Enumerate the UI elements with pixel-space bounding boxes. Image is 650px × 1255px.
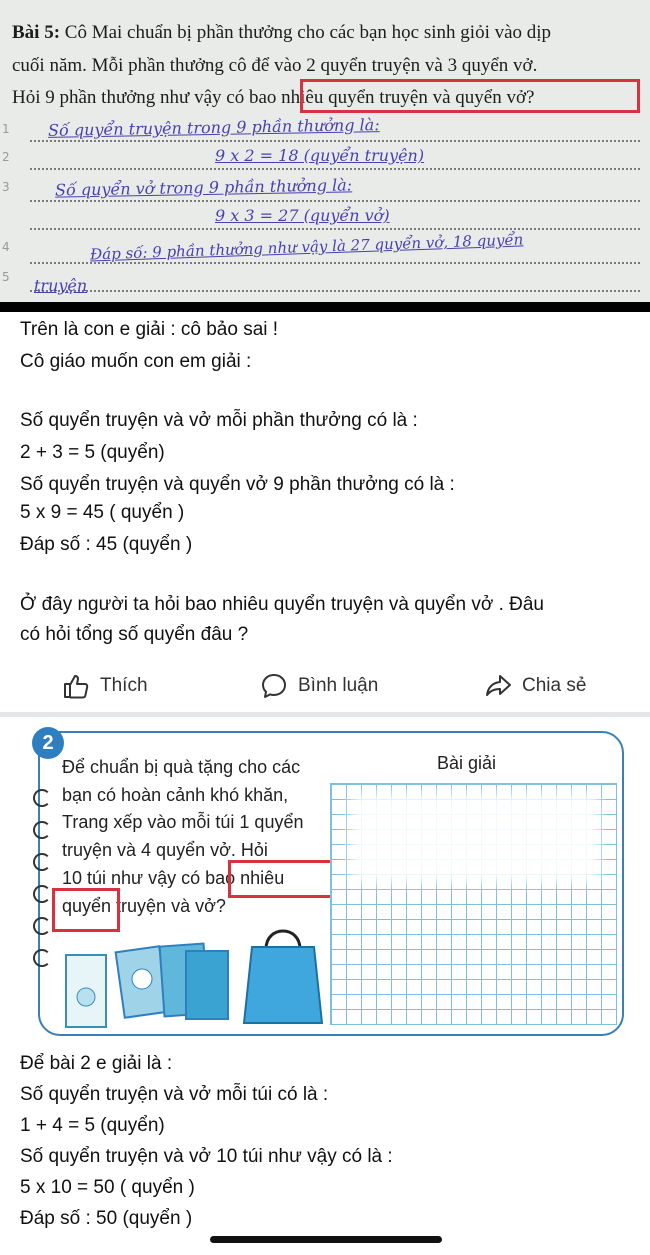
handwriting-line-1: Số quyển truyện trong 9 phần thưởng là: — [47, 115, 380, 140]
handwriting-line-6: truyện — [34, 276, 88, 295]
margin-number: 4 — [2, 240, 10, 254]
post-line: có hỏi tổng số quyển đâu ? — [20, 624, 249, 645]
share-label: Chia sẻ — [522, 675, 587, 696]
dotted-line — [30, 290, 640, 292]
handwriting-line-5: Đáp số: 9 phần thưởng như vậy là 27 quyển vở, 18 quyển — [89, 230, 524, 264]
post-line: Cô giáo muốn con em giải : — [20, 351, 252, 372]
problem-text-1: Cô Mai chuẩn bị phần thưởng cho các bạn học sinh giỏi vào dịp — [64, 22, 552, 43]
spiral-ring-icon — [33, 885, 51, 903]
home-indicator[interactable] — [210, 1236, 442, 1243]
post-line: Đáp số : 50 (quyển ) — [20, 1208, 193, 1229]
dotted-line — [30, 140, 640, 142]
margin-number: 5 — [2, 270, 10, 284]
exercise-line: truyện và 4 quyển vở. Hỏi — [62, 840, 268, 860]
comment-icon — [260, 672, 288, 700]
spiral-ring-icon — [33, 949, 51, 967]
spiral-ring-icon — [33, 917, 51, 935]
post-line: Đáp số : 45 (quyển ) — [20, 534, 193, 555]
comment-label: Bình luận — [298, 675, 379, 696]
books-illustration — [62, 937, 232, 1029]
spiral-ring-icon — [33, 821, 51, 839]
textbook-image — [0, 717, 650, 1042]
post-line: 5 x 9 = 45 ( quyển ) — [20, 502, 185, 523]
thumbs-up-icon — [62, 672, 90, 700]
exercise-line: quyển truyện và vở? — [62, 896, 226, 916]
post-line: Để bài 2 e giải là : — [20, 1053, 173, 1074]
post-line: Số quyển truyện và vở mỗi phần thưởng có là : — [20, 410, 418, 431]
exercise-line: Trang xếp vào mỗi túi 1 quyển — [62, 812, 304, 832]
handwriting-line-2: 9 x 2 = 18 (quyển truyện) — [215, 146, 425, 165]
margin-number: 2 — [2, 150, 10, 164]
post-line: Trên là con e giải : cô bảo sai ! — [20, 319, 279, 340]
like-label: Thích — [100, 675, 148, 696]
post-action-bar — [0, 664, 650, 708]
post-line: 1 + 4 = 5 (quyển) — [20, 1115, 165, 1136]
dotted-line — [30, 200, 640, 202]
post-line: Ở đây người ta hỏi bao nhiêu quyển truyện và quyển vở . Đâu — [20, 594, 544, 615]
handwriting-line-3: Số quyển vở trong 9 phần thưởng là: — [54, 175, 353, 200]
share-button[interactable] — [484, 664, 586, 708]
exercise-number-badge: 2 — [32, 727, 64, 759]
highlight-box-quyen — [52, 888, 120, 932]
blurred-answer — [350, 793, 600, 883]
post-line: 5 x 10 = 50 ( quyển ) — [20, 1177, 195, 1198]
post-line: Số quyển truyện và quyển vở 9 phần thưởng có là : — [20, 474, 455, 495]
gift-bag-illustration — [238, 917, 328, 1025]
spiral-ring-icon — [33, 853, 51, 871]
post-line: Số quyển truyện và vở 10 túi như vậy có là : — [20, 1146, 393, 1167]
problem-line-3: Hỏi 9 phần thưởng như vậy có bao nhiêu quyển truyện và quyển vở? — [12, 87, 535, 108]
comment-button[interactable] — [260, 664, 378, 708]
solution-title: Bài giải — [437, 753, 497, 773]
exercise-line: bạn có hoàn cảnh khó khăn, — [62, 785, 289, 805]
post-line: Số quyển truyện và vở mỗi túi có là : — [20, 1084, 329, 1105]
problem-label: Bài 5: — [12, 22, 61, 43]
spiral-ring-icon — [33, 789, 51, 807]
exercise-line: Để chuẩn bị quà tặng cho các — [62, 757, 301, 777]
problem-line-2: cuối năm. Mỗi phần thưởng cô để vào 2 quyển truyện và 3 quyển vở. — [12, 55, 538, 76]
share-icon — [484, 672, 512, 700]
exercise-line: 10 túi như vậy có bao nhiêu — [62, 868, 285, 888]
question-highlight-box — [300, 79, 640, 113]
margin-number: 3 — [2, 180, 10, 194]
dotted-line — [30, 228, 640, 230]
handwriting-line-4: 9 x 3 = 27 (quyển vở) — [215, 206, 390, 225]
dotted-line — [30, 168, 640, 170]
post-line: 2 + 3 = 5 (quyển) — [20, 442, 165, 463]
like-button[interactable] — [62, 664, 148, 708]
worksheet-photo — [0, 0, 650, 302]
photo-bottom-border — [0, 302, 650, 312]
problem-line-1 — [12, 22, 551, 44]
margin-number: 1 — [2, 122, 10, 136]
